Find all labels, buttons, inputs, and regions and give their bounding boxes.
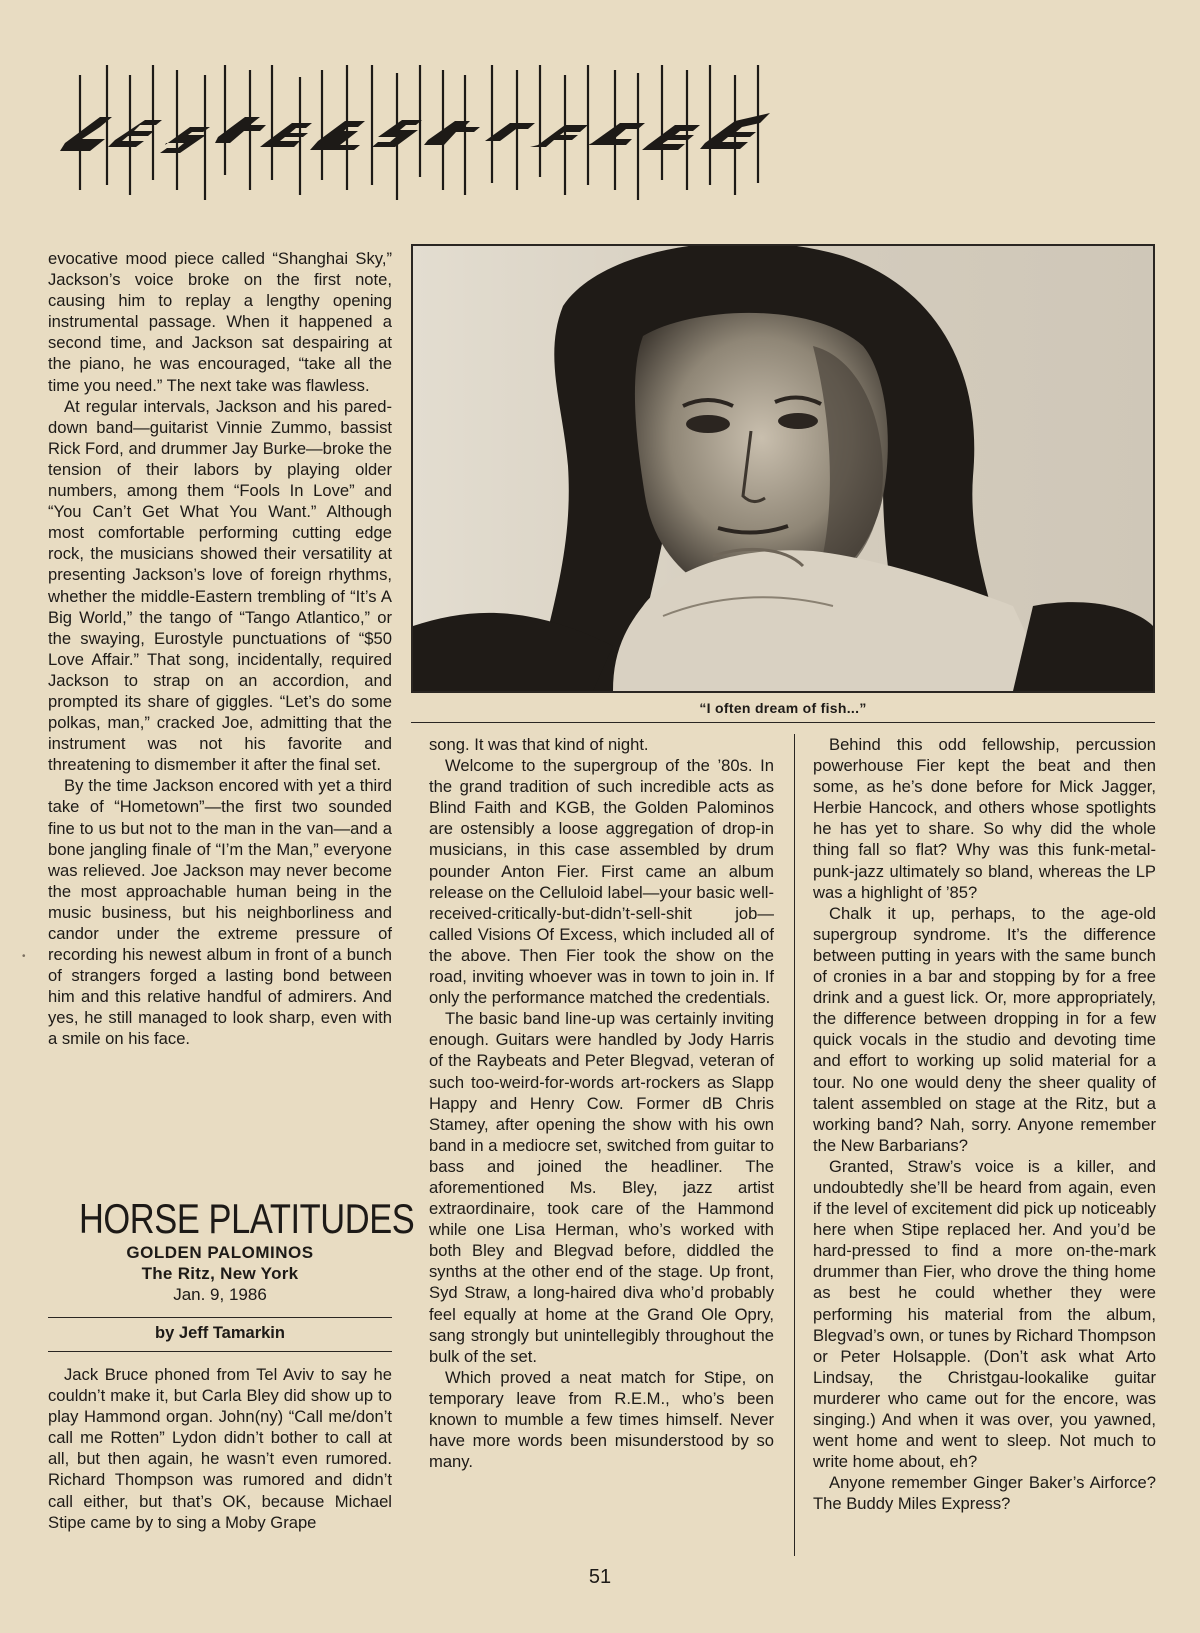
- article-paragraph: Granted, Straw’s voice is a killer, and undoubtedly she’ll be heard from again, even if the level of excitement did pick up noticeably here when Stipe replaced her. And you’d be hard-pressed to find a more on-the-mark drummer than Fier, who drove the thing home as best he could whether they were performing his material from the album, Blegvad’s own, or tunes by Richard Thompson or Peter Holsapple. (Don’t ask what Arto Lindsay, the Christgau-lookalike guitar murderer who came out for the encore, was singing.) And when it was over, you yawned, went home and went to sleep. Not much to write home about, eh?: [813, 1156, 1156, 1472]
- musical-staff-logo: [60, 65, 800, 205]
- article-paragraph: song. It was that kind of night.: [429, 735, 649, 754]
- review-intro-column: [48, 1364, 392, 1533]
- article-paragraph: evocative mood piece called “Shanghai Sky,” Jackson’s voice broke on the first note, causing him to replay a lengthy opening instrumental passage. When it happened a second time, and Jackson sat despairing at the piano, he was encouraged, “take all the time you need.” The next take was flawless.: [48, 249, 392, 395]
- article-column-right: [813, 734, 1156, 1514]
- review-title: HORSE PLATITUDES: [78, 1195, 415, 1242]
- divider: [411, 722, 1155, 723]
- portrait-photo: [411, 244, 1155, 693]
- article-column-left: [48, 248, 392, 1050]
- review-header: [48, 1195, 415, 1352]
- article-column-middle: [429, 734, 774, 1472]
- article-paragraph: By the time Jackson encored with yet a third take of “Hometown”—the first two sounded fine to us but not to the man in the van—and a bone jangling finale of “I’m the Man,” everyone was relieved. Joe Jackson may never become the most approachable human being in the music business, but his neighborliness and candor under the extreme pressure of recording his newest album in front of a bunch of strangers forged a lasting bond between him and this relative handful of admirers. And yes, he still managed to look sharp, even with a smile on his face.: [48, 776, 392, 1049]
- article-paragraph: Jack Bruce phoned from Tel Aviv to say he couldn’t make it, but Carla Bley did show up to play Hammond organ. John(ny) “Call me/don’t call me Rotten” Lydon didn’t bother to call at all, but then again, he wasn’t even rumored. Richard Thompson was rumored and didn’t call either, but that’s OK, because Michael Stipe came by to sing a Moby Grape: [48, 1365, 392, 1532]
- column-divider: [794, 734, 795, 1556]
- photo-caption: “I often dream of fish...”: [699, 700, 867, 716]
- page-number: 51: [588, 1566, 612, 1588]
- margin-mark: •: [22, 951, 26, 962]
- article-paragraph: Chalk it up, perhaps, to the age-old supergroup syndrome. It’s the difference between putting in years with the same bunch of cronies in a bar and stopping by for a free drink and a guest lick. Or, more appropriately, the difference between dropping in for a few quick vocals in the studio and devoting time and effort to working up solid material for a tour. No one would deny the sheer quality of talent assembled on stage at the Ritz, but a working band? Nah, sorry. Anyone remember the New Barbarians?: [813, 903, 1156, 1155]
- article-paragraph: Anyone remember Ginger Baker’s Airforce? The Buddy Miles Express?: [813, 1473, 1156, 1514]
- article-paragraph: Which proved a neat match for Stipe, on temporary leave from R.E.M., who’s been known to mumble a few times himself. Never have more words been misunderstood by so many.: [429, 1367, 774, 1472]
- review-date: Jan. 9, 1986: [173, 1285, 267, 1304]
- article-paragraph: Welcome to the supergroup of the ’80s. In the grand tradition of such incredible acts as Blind Faith and KGB, the Golden Palominos are ostensibly a loose aggregation of drop-in musicians, in this case assembled by drum pounder Anton Fier. First came an album release on the Celluloid label—your basic well-received-critically-but-didn’t-sell-shit job—called Visions Of Excess, which included all of the above. Then Fier took the show on the road, inviting whoever was in town to join in. If only the performance matched the credentials.: [429, 756, 774, 1008]
- article-paragraph: At regular intervals, Jackson and his pared-down band—guitarist Vinnie Zummo, bassist Rick Ford, and drummer Jay Burke—broke the tension of their labors by playing older numbers, among them “Fools In Love” and “You Can’t Get What You Want.” Although most comfortable performing cutting edge rock, the musicians showed their versatility at presenting Jackson’s love of foreign rhythms, whether the middle-Eastern trembling of “It’s A Big World,” the tango of “Tango Atlantico,” or the swaying, Eurostyle punctuations of “$50 Love Affair.” That song, incidentally, required Jackson to strap on an accordion, and prompted its share of giggles. “Let’s do some polkas, man,” cracked Joe, admitting that the instrument was not his favorite and threatening to dismember it after the final set.: [48, 396, 392, 775]
- article-paragraph: The basic band line-up was certainly inviting enough. Guitars were handled by Jody Harris of the Raybeats and Peter Blegvad, veteran of such too-weird-for-words art-rockers as Slapp Happy and Henry Cow. Former dB Chris Stamey, after opening the show with his own band in a mediocre set, switched from guitar to bass and joined the headliner. The aforementioned Ms. Bley, jazz artist extraordinaire, took care of the Hammond while one Lisa Herman, who’s worked with both Bley and Blegvad before, diddled the synths at the other end of the stage. Up front, Syd Straw, a long-haired diva who’d probably feel equally at home at the Grand Ole Opry, sang strongly but unintellegibly throughout the bulk of the set.: [429, 1009, 774, 1366]
- article-paragraph: Behind this odd fellowship, percussion powerhouse Fier kept the beat and then some, as he’s done before for Mick Jagger, Herbie Hancock, and others whose spotlights he has yet to share. So why did the whole thing fall so flat? Why was this funk-metal-punk-jazz ultimately so bland, whereas the LP was a highlight of ’85?: [813, 735, 1156, 902]
- review-band: GOLDEN PALOMINOS: [126, 1243, 314, 1262]
- byline: by Jeff Tamarkin: [48, 1317, 392, 1352]
- review-venue: The Ritz, New York: [141, 1264, 299, 1283]
